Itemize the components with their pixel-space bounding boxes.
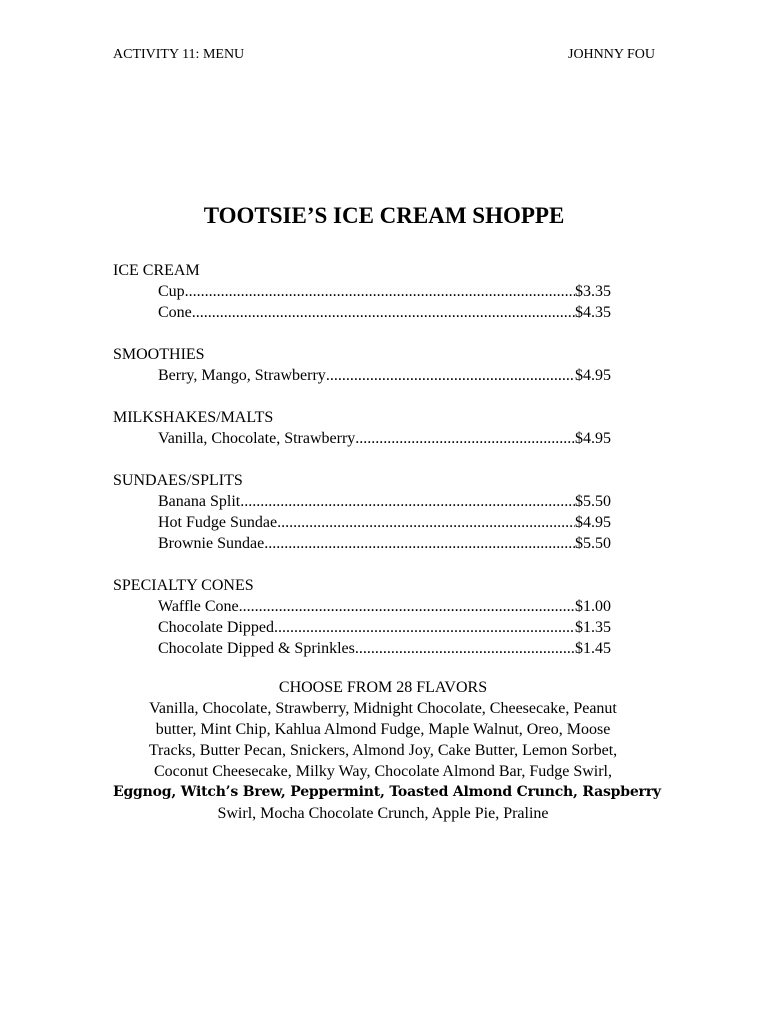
menu-item: [113, 281, 611, 302]
section-title: SMOOTHIES: [113, 346, 205, 363]
item-name: Cup: [158, 283, 185, 300]
flavor-line: Tracks, Butter Pecan, Snickers, Almond Joy, Cake Butter, Lemon Sorbet,: [148, 742, 618, 759]
menu-item: [113, 512, 611, 533]
item-price: $3.35: [575, 283, 611, 300]
dot-leader: [355, 428, 575, 449]
section-title: SPECIALTY CONES: [113, 577, 254, 594]
menu-item: [113, 533, 611, 554]
flavor-line: Coconut Cheesecake, Milky Way, Chocolate Almond Bar, Fudge Swirl,: [154, 763, 612, 780]
section-title: ICE CREAM: [113, 262, 200, 279]
dot-leader: [326, 365, 575, 386]
item-price: $1.35: [575, 619, 611, 636]
author-name: JOHNNY FOU: [568, 47, 655, 62]
dot-leader: [185, 281, 575, 302]
item-name: Brownie Sundae: [158, 535, 265, 552]
item-price: $4.95: [575, 514, 611, 531]
menu-section-milkshakes-malts: [113, 407, 611, 449]
item-price: $1.45: [575, 640, 611, 657]
activity-label: ACTIVITY 11: MENU: [113, 47, 245, 62]
flavor-line: butter, Mint Chip, Kahlua Almond Fudge, Maple Walnut, Oreo, Moose: [155, 721, 611, 738]
menu-section-smoothies: [113, 344, 611, 386]
menu-item: [113, 491, 611, 512]
item-name: Chocolate Dipped: [158, 619, 274, 636]
item-price: $5.50: [575, 493, 611, 510]
flavors-heading: CHOOSE FROM 28 FLAVORS: [278, 679, 488, 696]
item-name: Hot Fudge Sundae: [158, 514, 278, 531]
dot-leader: [240, 491, 575, 512]
menu-item: [113, 596, 611, 617]
menu-item: [113, 617, 611, 638]
item-price: $5.50: [575, 535, 611, 552]
menu-item: [113, 302, 611, 323]
item-price: $4.35: [575, 304, 611, 321]
page-title: TOOTSIE’S ICE CREAM SHOPPE: [203, 203, 565, 228]
menu-item: [113, 638, 611, 659]
flavor-line: Swirl, Mocha Chocolate Crunch, Apple Pie, Praline: [217, 805, 549, 822]
menu-section-specialty-cones: [113, 575, 611, 659]
item-name: Vanilla, Chocolate, Strawberry: [158, 430, 356, 447]
section-title: SUNDAES/SPLITS: [113, 472, 243, 489]
menu-section-sundaes-splits: [113, 470, 611, 554]
dot-leader: [239, 596, 575, 617]
flavor-line: Vanilla, Chocolate, Strawberry, Midnight Chocolate, Cheesecake, Peanut: [149, 700, 617, 717]
item-price: $4.95: [575, 430, 611, 447]
flavor-line: Eggnog, Witch’s Brew, Peppermint, Toasted Almond Crunch, Raspberry: [113, 784, 661, 800]
menu-item: [113, 428, 611, 449]
menu-item: [113, 365, 611, 386]
item-name: Chocolate Dipped & Sprinkles: [158, 640, 355, 657]
item-name: Cone: [158, 304, 192, 321]
dot-leader: [192, 302, 575, 323]
menu-section-ice-cream: [113, 260, 611, 323]
menu-list: [113, 260, 611, 680]
dot-leader: [274, 617, 575, 638]
item-price: $4.95: [575, 367, 611, 384]
dot-leader: [355, 638, 575, 659]
item-name: Banana Split: [158, 493, 241, 510]
dot-leader: [264, 533, 575, 554]
item-name: Waffle Cone: [158, 598, 239, 615]
item-price: $1.00: [575, 598, 611, 615]
section-title: MILKSHAKES/MALTS: [113, 409, 274, 426]
flavors-block: [113, 677, 661, 824]
item-name: Berry, Mango, Strawberry: [158, 367, 326, 384]
dot-leader: [277, 512, 575, 533]
